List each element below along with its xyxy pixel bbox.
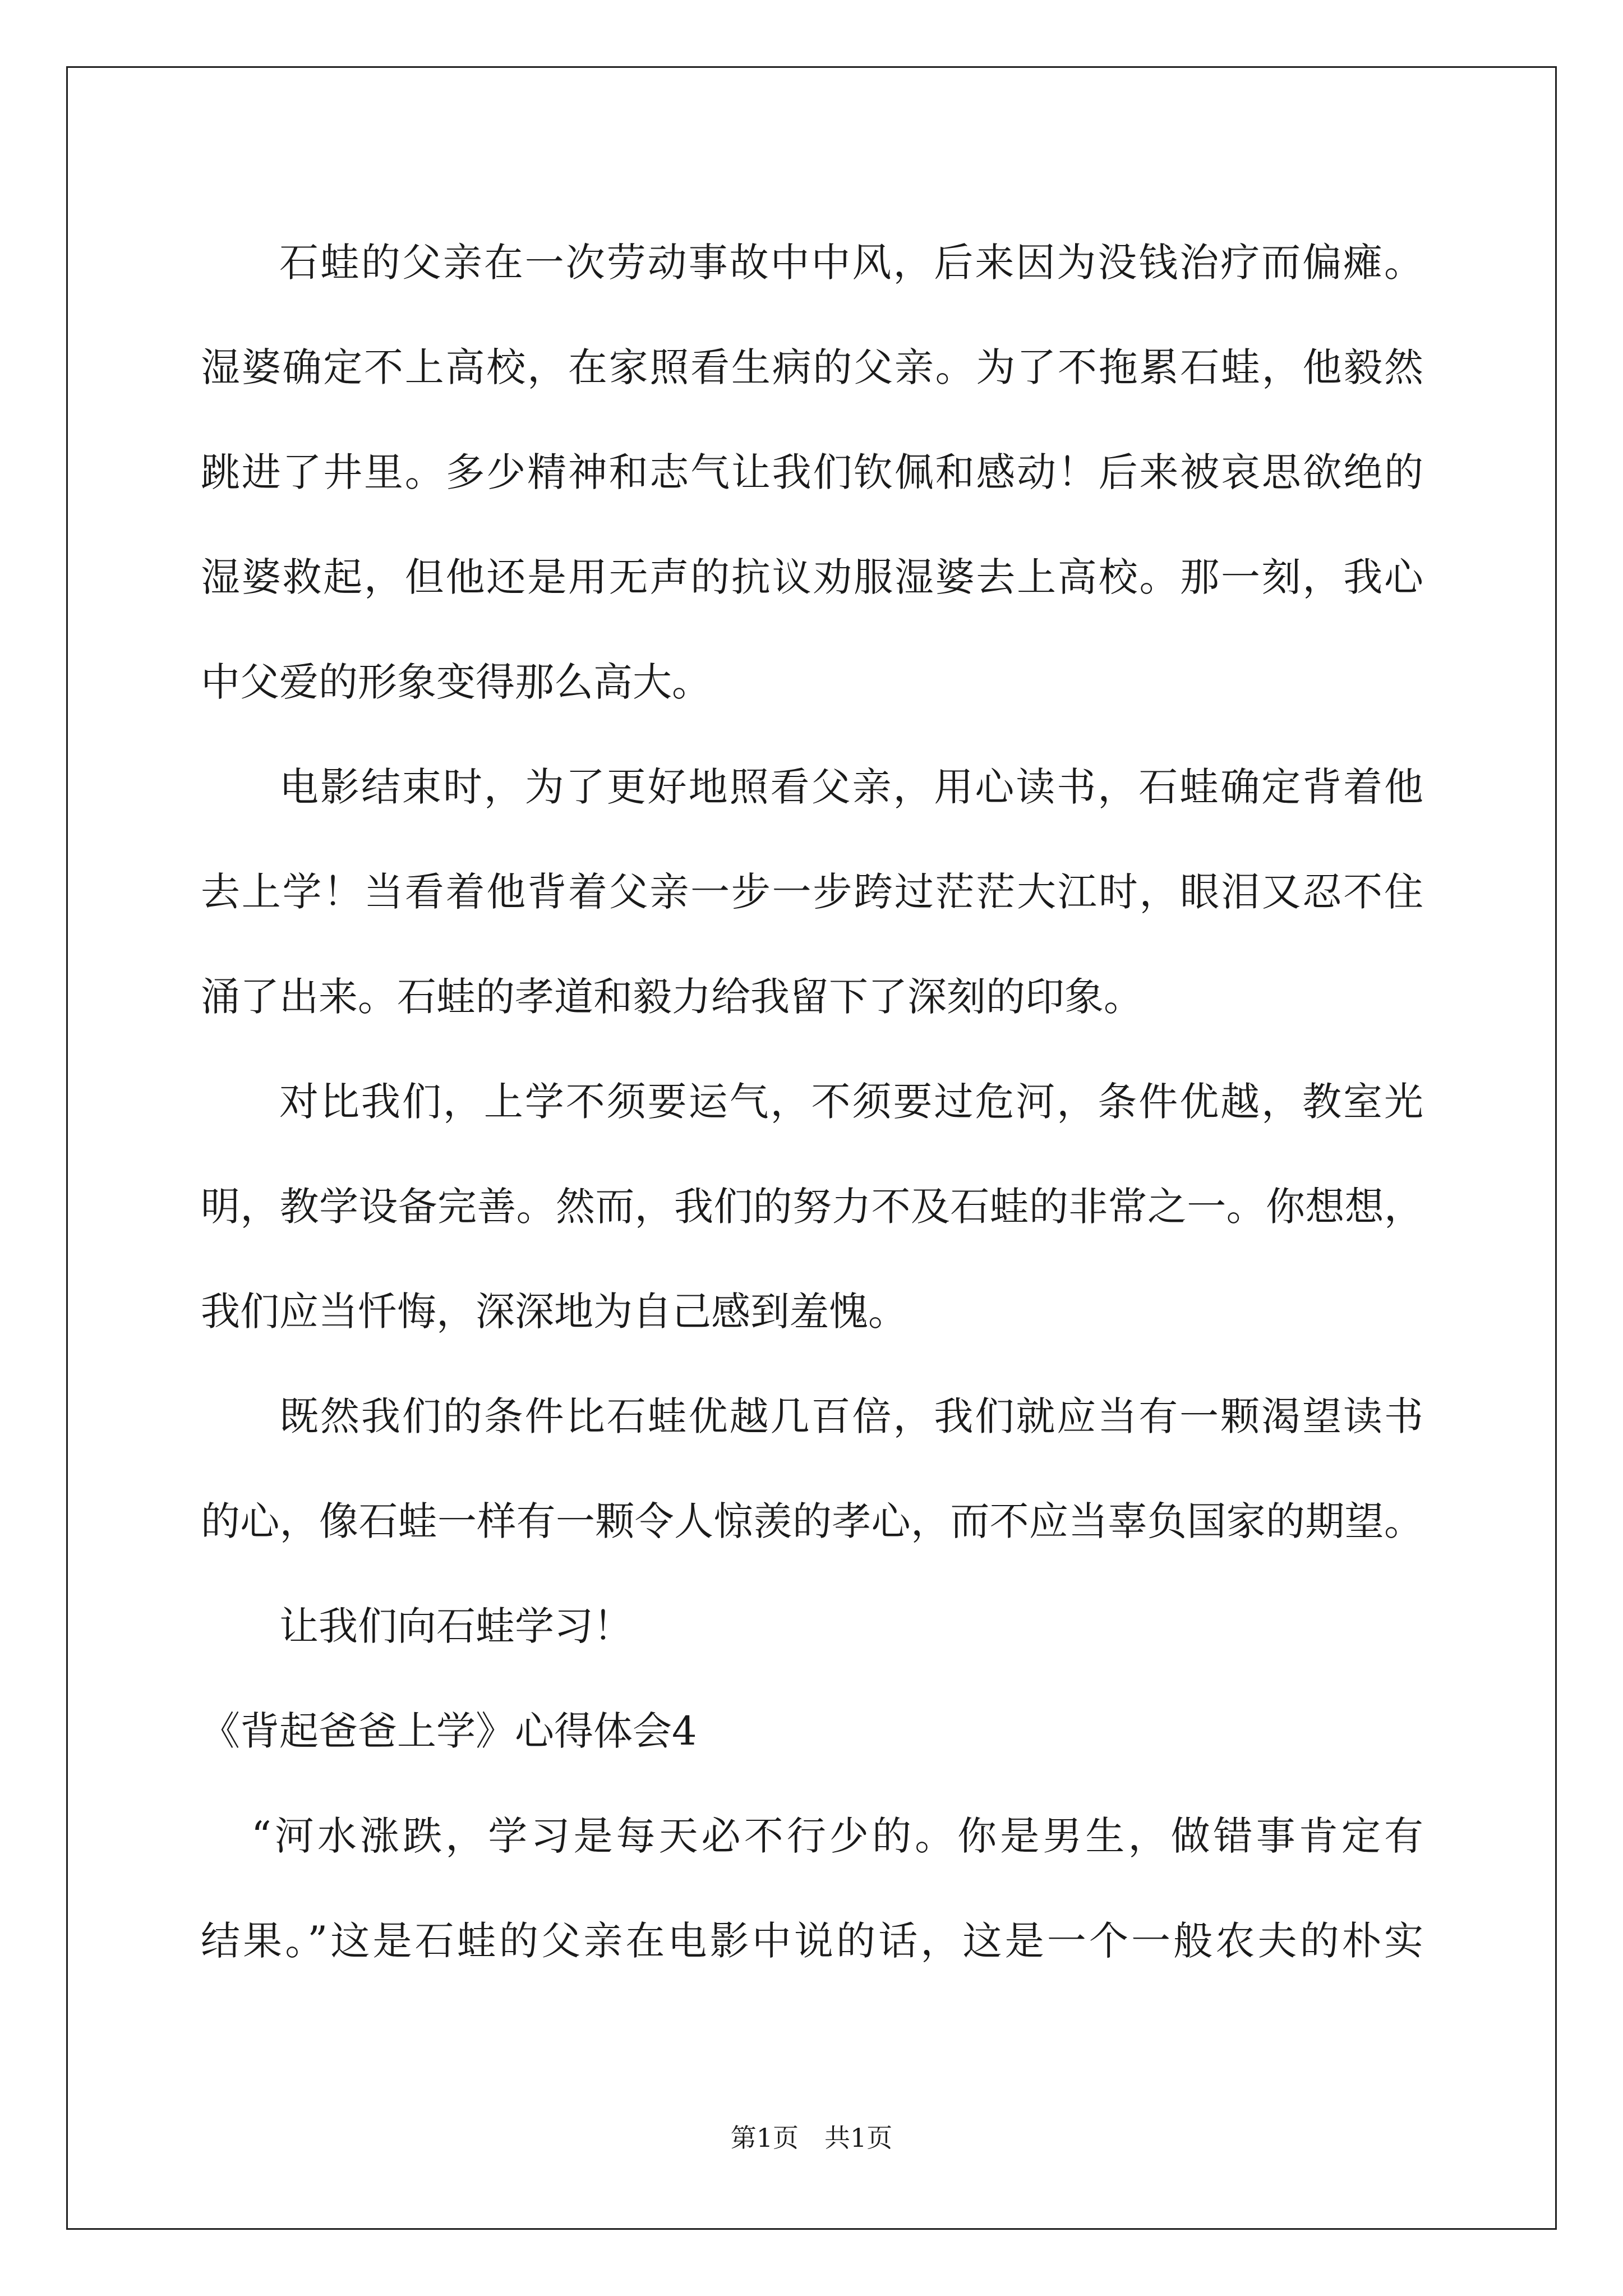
text-line: 的心，像石蛙一样有一颗令人惊羡的孝心，而不应当辜负国家的期望。 — [201, 1498, 1423, 1544]
text-line: 既然我们的条件比石蛙优越几百倍，我们就应当有一颗渴望读书 — [279, 1393, 1423, 1439]
text-line: 明，教学设备完善。然而，我们的努力不及石蛙的非常之一。你想想， — [201, 1184, 1423, 1230]
page-footer: 第1页 共1页 — [730, 2123, 893, 2153]
text-line: 对比我们，上学不须要运气，不须要过危河，条件优越，教室光 — [279, 1079, 1423, 1125]
section-heading: 《背起爸爸上学》心得体会4 — [201, 1708, 697, 1754]
text-line: 中父爱的形象变得那么高大。 — [201, 659, 711, 705]
text-line: 我们应当忏悔，深深地为自己感到羞愧。 — [201, 1289, 907, 1335]
text-line: 石蛙的父亲在一次劳动事故中中风，后来因为没钱治疗而偏瘫。 — [279, 240, 1423, 286]
text-line: 电影结束时，为了更好地照看父亲，用心读书，石蛙确定背着他 — [279, 764, 1423, 810]
text-line: 涌了出来。石蛙的孝道和毅力给我留下了深刻的印象。 — [201, 974, 1143, 1020]
text-line: 让我们向石蛙学习！ — [279, 1603, 633, 1649]
text-line: 湿婆确定不上高校，在家照看生病的父亲。为了不拖累石蛙，他毅然 — [201, 344, 1423, 390]
text-line: 湿婆救起，但他还是用无声的抗议劝服湿婆去上高校。那一刻，我心 — [201, 554, 1423, 600]
document-body — [201, 210, 1423, 1994]
text-line: 去上学！当看着他背着父亲一步一步跨过茫茫大江时，眼泪又忍不住 — [201, 869, 1423, 915]
text-line: “河水涨跌，学习是每天必不行少的。你是男生，做错事肯定有 — [251, 1813, 1423, 1859]
text-line: 跳进了井里。多少精神和志气让我们钦佩和感动！后来被哀思欲绝的 — [201, 449, 1423, 495]
text-line: 结果。”这是石蛙的父亲在电影中说的话，这是一个一般农夫的朴实 — [201, 1918, 1423, 1964]
